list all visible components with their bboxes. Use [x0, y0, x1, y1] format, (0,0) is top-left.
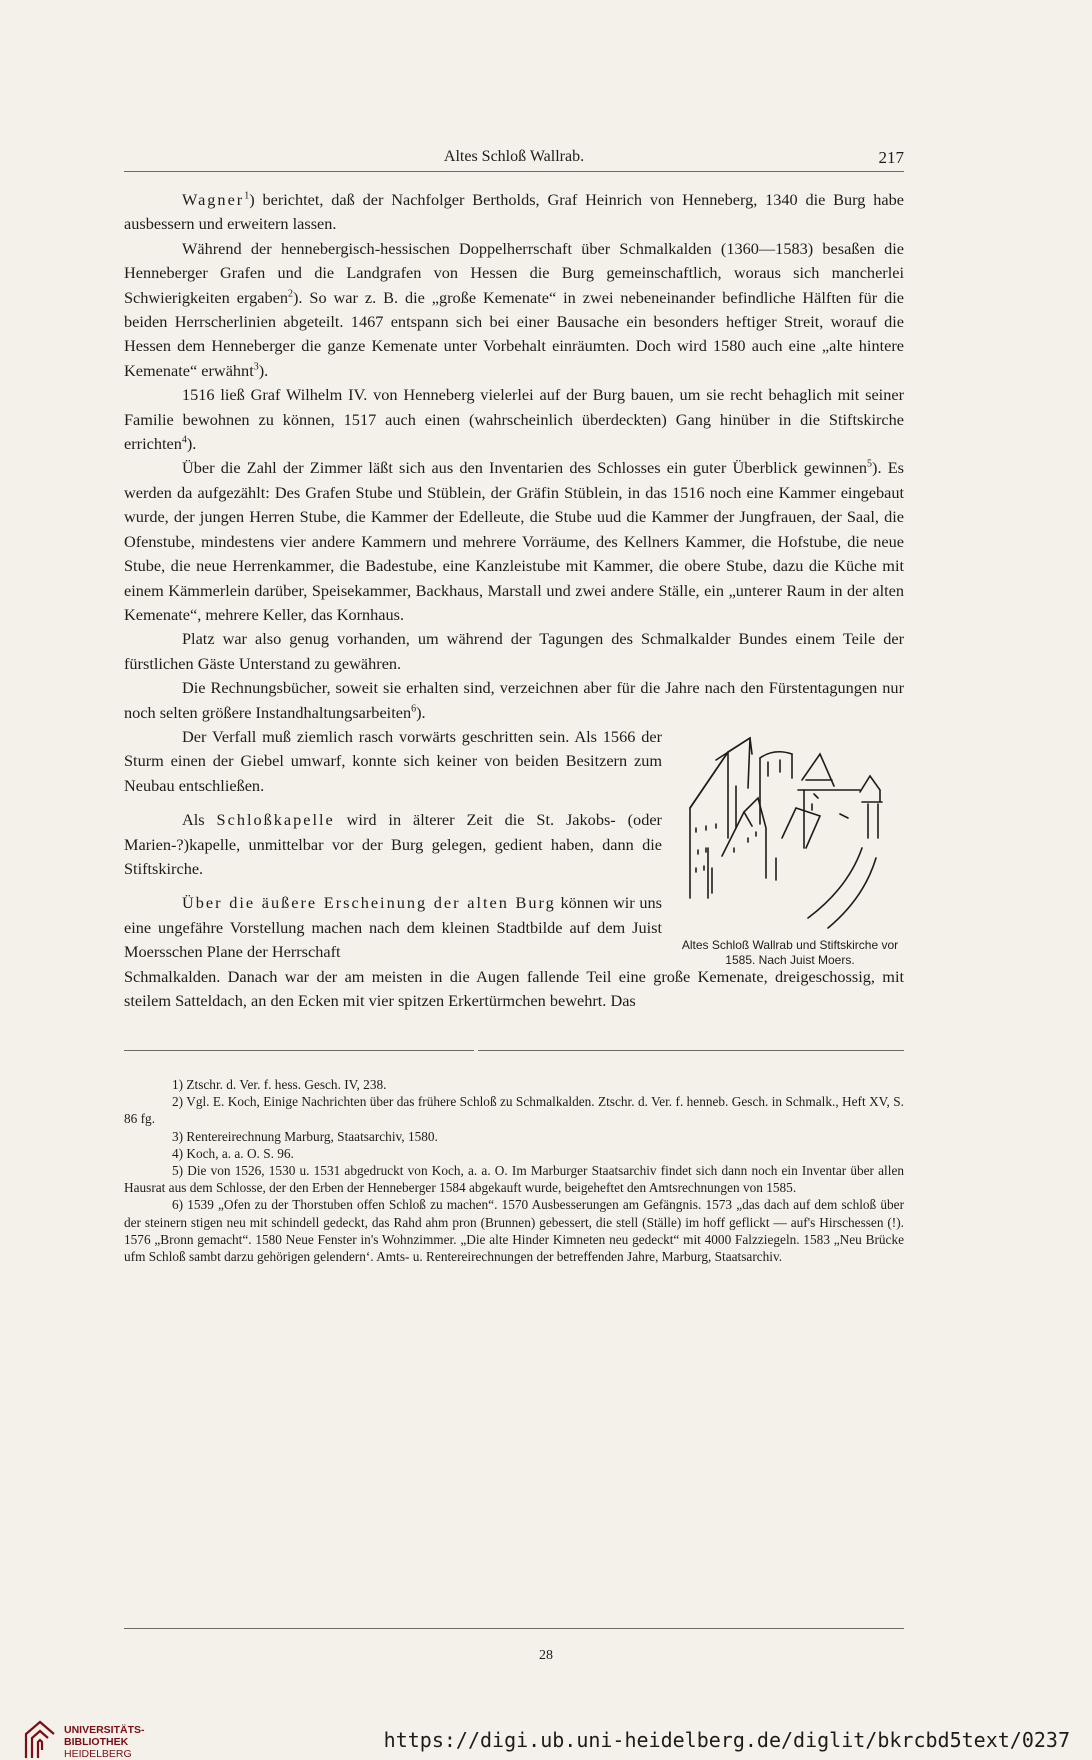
- footnotes: [124, 1076, 904, 1265]
- header-title: Altes Schloß Wallrab.: [443, 148, 585, 165]
- footnote-4: 4) Koch, a. a. O. S. 96.: [172, 1145, 294, 1161]
- sketch-roof-left: [690, 738, 752, 808]
- page-number: 217: [878, 148, 904, 167]
- running-header: [124, 148, 904, 170]
- footnote-5: 5) Die von 1526, 1530 u. 1531 abgedruckt von Koch, a. a. O. Im Marburger Staatsarchiv findet sich dann noch ein Inventar über allen Hausrat aus dem Schlosse, der den Erben der Henneberger 1584 abgekauft wurde, beigeheftet den Amtsrechnungen von 1585.: [124, 1163, 904, 1196]
- paragraph-9b: Schmalkalden. Danach war der am meisten in die Augen fallende Teil eine große Kemenate, dreigeschossig, mit steilem Satteldach, an den Ecken mit vier spitzen Erkertürmchen bewehrt. Das: [124, 966, 904, 1010]
- footnote-rule-right: [478, 1050, 904, 1051]
- paragraph-7: Der Verfall muß ziemlich rasch vorwärts geschritten sein. Als 1566 der Sturm einen der Giebel umwarf, konnte sich keiner von beiden Besitzern zum Neubau entschließen.: [124, 726, 662, 795]
- paragraph-4: Über die Zahl der Zimmer läßt sich aus den Inventarien des Schlosses ein guter Überblick gewinnen$^5$). Es werden da aufgezählt: Des Grafen Stube und Stüblein, der Gräfin Stüblein, in das 1516 noch eine Kammer eingebaut wurde, der jungen Herren Stube, die Kammer der Edelleute, die Stube uud die Kammer der Jungfrauen, der Saal, die Ofenstube, mindestens vier andere Kammern und mehrere Vorräume, des Kellners Kammer, die Hofstube, die neue Stube, die neue Herrenkammer, die Badestube, eine Kanzleistube mit Kammer, die obere Stube, dazu die Küche mit einem Kämmerlein darüber, Speisekammer, Backhaus, Marstall und zwei andere Ställe, ein „unterer Raum in der alten Kemenate“, mehrere Keller, das Kornhaus.: [124, 458, 905, 624]
- figure-caption: Altes Schloß Wallrab und Stiftskirche vor 1585. Nach Juist Moers.: [681, 938, 899, 967]
- paragraph-6: Die Rechnungsbücher, soweit sie erhalten sind, verzeichnen aber für die Jahre nach den Fürstentagungen nur noch selten größere Instandhaltungsarbeiten$^6$).: [124, 678, 904, 722]
- paragraph-3: 1516 ließ Graf Wilhelm IV. von Henneberg vielerlei auf der Burg bauen, um sie recht behaglich mit seiner Familie bewohnen zu können, 1517 auch einen (wahrscheinlich überdeckten) Gang hinüber in die Stiftskirche errichten$^4$).: [124, 385, 904, 454]
- bottom-rule: [124, 1628, 904, 1629]
- paragraph-1: Wagner$^1$) berichtet, daß der Nachfolger Bertholds, Graf Heinrich von Henneberg, 1340 die Burg habe ausbessern und erweitern lassen.: [124, 190, 904, 234]
- library-name: UNIVERSITÄTS- BIBLIOTHEK HEIDELBERG: [64, 1724, 145, 1760]
- permalink-url[interactable]: https://digi.ub.uni-heidelberg.de/diglit/bkrcbd5text/0237: [383, 1728, 1070, 1752]
- sheet-signature: 28: [539, 1648, 553, 1663]
- paragraph-9a: Über die äußere Erscheinung der alten Burg können wir uns eine ungefähre Vorstellung machen nach dem kleinen Stadtbilde auf dem Juist Moersschen Plane der Herrschaft: [124, 893, 662, 962]
- footnote-1: 1) Ztschr. d. Ver. f. hess. Gesch. IV, 238.: [172, 1077, 387, 1092]
- paragraph-8: Als Schloßkapelle wird in älterer Zeit die St. Jakobs- (oder Marien-?)kapelle, unmittelbar vor der Burg gelegen, gedient haben, dann die Stiftskirche.: [124, 810, 662, 878]
- library-logo-icon: [22, 1720, 56, 1760]
- footnote-3: 3) Rentereirechnung Marburg, Staatsarchiv, 1580.: [172, 1128, 438, 1144]
- paragraph-2: Während der hennebergisch-hessischen Doppelherrschaft über Schmalkalden (1360—1583) besaßen die Henneberger Grafen und die Landgrafen von Hessen die Burg gemeinschaftlich, woraus sich mancherlei Schwierigkeiten ergaben$^2$). So war z. B. die „große Kemenate“ in zwei nebeneinander befindliche Hälften für die beiden Herrscherlinien abgeteilt. 1467 entspann sich bei einer Bausache ein besonders heftiger Streit, worauf die Hessen dem Henneberger die ganze Kemenate unter Vorbehalt einräumten. Doch wird 1580 auch eine „alte hintere Kemenate“ erwähnt$^3$).: [124, 238, 904, 380]
- header-rule: [124, 171, 904, 172]
- castle-sketch-figure: [678, 728, 898, 958]
- footnote-2: 2) Vgl. E. Koch, Einige Nachrichten über das frühere Schloß zu Schmalkalden. Ztschr. d. Ver. f. henneb. Gesch. in Schmalk., Heft XV, S. 86 fg.: [124, 1094, 904, 1127]
- footnote-rule-left: [124, 1050, 474, 1051]
- footnote-6: 6) 1539 „Ofen zu der Thorstuben offen Schloß zu machen“. 1570 Ausbesserungen am Gefängnis. 1573 „das dach auf dem schloß über der steinern stigen neu mit schindell gedeckt, das Rahd ahm pron (Brunnen) gebessert, die stell (Ställe) im hoff geflickt — auf's Hirschessen (!). 1576 „Bronn gemacht“. 1580 Neue Fenster in's Wohnzimmer. „Die alte Hinder Kimneten neu gedeckt“ mit 4000 Falzziegeln. 1583 „Neu Brücke ufm Schloß sambt darzu gehörigen gelendern‘. Amts- u. Rentereirechnungen der betreffenden Jahre, Marburg, Staatsarchiv.: [124, 1197, 904, 1265]
- paragraph-5: Platz war also genug vorhanden, um während der Tagungen des Schmalkalder Bundes einem Teile der fürstlichen Gäste Unterstand zu gewähren.: [124, 629, 904, 673]
